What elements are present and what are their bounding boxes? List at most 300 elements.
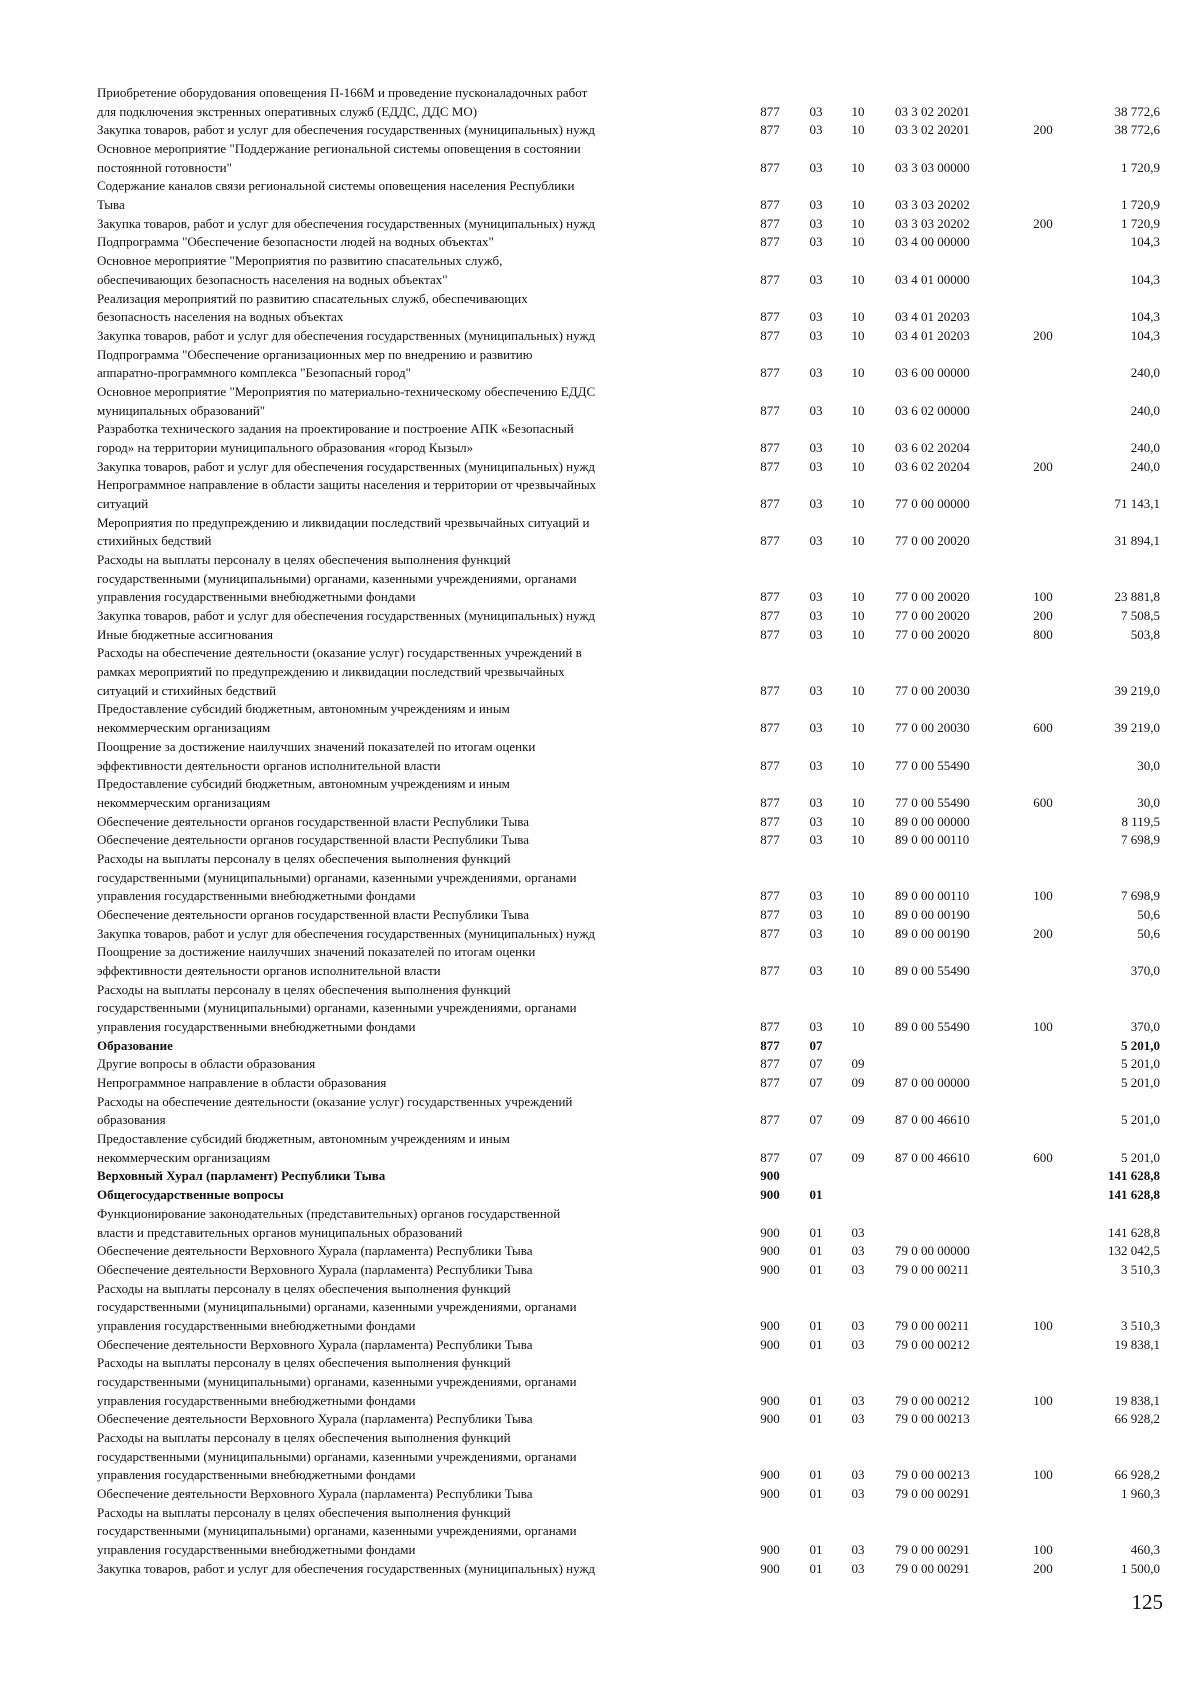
expense-type-code: 200 (1033, 122, 1053, 138)
expense-type-code: 200 (1033, 925, 1053, 941)
amount: 3 510,3 (1121, 1317, 1160, 1333)
expense-type-code: 100 (1033, 1317, 1053, 1333)
row-name: государственными (муниципальными) органами, казенными учреждениями, органами (97, 1523, 577, 1539)
subsection-code: 10 (851, 963, 865, 978)
section-code: 01 (809, 1467, 823, 1483)
row-name: аппаратно-программного комплекса "Безопасный город" (97, 365, 411, 381)
row-name: Расходы на обеспечение деятельности (оказание услуг) государственных учреждений в (97, 645, 582, 661)
section-code: 03 (809, 215, 823, 231)
admin-code: 877 (760, 159, 780, 175)
target-article-code: 89 0 00 00110 (895, 888, 970, 904)
target-article-code: 89 0 00 55490 (895, 963, 970, 978)
row-name: Подпрограмма "Обеспечение безопасности людей на водных объектах" (97, 234, 494, 250)
expense-type-code: 200 (1033, 215, 1053, 231)
row-name: государственными (муниципальными) органами, казенными учреждениями, органами (97, 1000, 577, 1016)
row-name: государственными (муниципальными) органами, казенными учреждениями, органами (97, 570, 577, 586)
subsection-code: 03 (851, 1560, 865, 1576)
row-name: муниципальных образований" (97, 402, 266, 418)
admin-code: 900 (760, 1261, 780, 1277)
admin-code: 877 (760, 122, 780, 138)
subsection-code: 03 (851, 1486, 865, 1501)
row-name: Верховный Хурал (парламент) Республики Тыва (97, 1168, 386, 1184)
section-code: 03 (809, 458, 823, 474)
target-article-code: 79 0 00 00212 (895, 1336, 970, 1352)
subsection-code: 09 (851, 1075, 865, 1090)
admin-code: 877 (760, 402, 780, 418)
admin-code: 900 (760, 1187, 780, 1203)
section-code: 01 (809, 1486, 823, 1501)
row-name: Закупка товаров, работ и услуг для обеспечения государственных (муниципальных) нужд (97, 925, 596, 941)
row-name: власти и представительных органов муниципальных образований (97, 1224, 463, 1240)
section-code: 03 (809, 122, 823, 138)
expense-type-code: 200 (1033, 458, 1053, 474)
subsection-code: 10 (851, 309, 865, 325)
admin-code: 877 (760, 309, 780, 325)
target-article-code: 79 0 00 00212 (895, 1392, 970, 1408)
row-name: Содержание каналов связи региональной системы оповещения населения Республики (97, 178, 575, 194)
target-article-code: 77 0 00 20020 (895, 626, 970, 642)
target-article-code: 77 0 00 55490 (895, 757, 970, 773)
subsection-code: 10 (851, 159, 865, 175)
target-article-code: 87 0 00 00000 (895, 1075, 970, 1090)
row-name: Обеспечение деятельности органов государственной власти Республики Тыва (97, 906, 529, 922)
amount: 240,0 (1130, 458, 1160, 474)
row-name: обеспечивающих безопасность населения на водных объектах" (97, 271, 448, 287)
subsection-code: 03 (851, 1542, 865, 1557)
expense-type-code: 200 (1033, 1560, 1053, 1576)
row-name: Обеспечение деятельности Верховного Хурала (парламента) Республики Тыва (97, 1336, 533, 1352)
admin-code: 877 (760, 1037, 780, 1053)
section-code: 07 (809, 1075, 823, 1090)
row-name: Закупка товаров, работ и услуг для обеспечения государственных (муниципальных) нужд (97, 327, 596, 343)
amount: 39 219,0 (1114, 720, 1160, 736)
amount: 1 500,0 (1121, 1560, 1160, 1576)
section-code: 03 (809, 757, 823, 773)
admin-code: 877 (760, 1149, 780, 1165)
admin-code: 877 (760, 682, 780, 698)
admin-code: 900 (760, 1560, 780, 1576)
row-name: управления государственными внебюджетными фондами (97, 589, 416, 605)
target-article-code: 03 3 03 00000 (895, 159, 970, 175)
row-name: Подпрограмма "Обеспечение организационных мер по внедрению и развитию (97, 346, 533, 362)
section-code: 03 (809, 1019, 823, 1034)
target-article-code: 03 3 03 20202 (895, 197, 970, 213)
section-code: 03 (809, 682, 823, 698)
section-code: 01 (809, 1392, 823, 1408)
target-article-code: 89 0 00 00190 (895, 925, 970, 941)
row-name: Закупка товаров, работ и услуг для обеспечения государственных (муниципальных) нужд (97, 608, 596, 623)
target-article-code: 03 6 02 20204 (895, 439, 970, 455)
target-article-code: 79 0 00 00213 (895, 1411, 970, 1427)
section-code: 01 (809, 1261, 823, 1277)
subsection-code: 10 (851, 925, 865, 941)
subsection-code: 10 (851, 122, 865, 138)
admin-code: 900 (760, 1224, 780, 1240)
admin-code: 877 (760, 197, 780, 213)
amount: 503,8 (1130, 626, 1160, 642)
row-name: Обеспечение деятельности Верховного Хурала (парламента) Республики Тыва (97, 1486, 533, 1501)
section-code: 01 (809, 1187, 823, 1203)
row-name: Функционирование законодательных (представительных) органов государственной (97, 1205, 561, 1221)
target-article-code: 03 6 02 00000 (895, 402, 970, 418)
row-name: ситуаций и стихийных бедствий (97, 682, 277, 698)
admin-code: 877 (760, 757, 780, 773)
section-code: 03 (809, 197, 823, 213)
row-name: Расходы на выплаты персоналу в целях обеспечения выполнения функций (97, 552, 511, 567)
admin-code: 900 (760, 1392, 780, 1408)
amount: 141 628,8 (1108, 1187, 1160, 1203)
amount: 19 838,1 (1114, 1336, 1160, 1352)
row-name: Реализация мероприятий по развитию спасательных служб, обеспечивающих (97, 290, 528, 306)
section-code: 07 (809, 1037, 823, 1053)
amount: 132 042,5 (1108, 1243, 1160, 1259)
amount: 19 838,1 (1114, 1392, 1160, 1408)
subsection-code: 03 (851, 1243, 865, 1259)
row-name: стихийных бедствий (97, 533, 212, 549)
section-code: 03 (809, 888, 823, 904)
row-name: эффективности деятельности органов исполнительной власти (97, 757, 441, 773)
row-name: Обеспечение деятельности органов государственной власти Республики Тыва (97, 832, 529, 848)
amount: 141 628,8 (1108, 1224, 1160, 1240)
admin-code: 877 (760, 439, 780, 455)
row-name: государственными (муниципальными) органами, казенными учреждениями, органами (97, 1373, 577, 1389)
expense-type-code: 100 (1033, 1467, 1053, 1483)
admin-code: 877 (760, 608, 780, 623)
amount: 66 928,2 (1114, 1467, 1160, 1483)
target-article-code: 77 0 00 55490 (895, 794, 970, 810)
row-name: рамках мероприятий по предупреждению и ликвидации последствий чрезвычайных (97, 664, 565, 680)
row-name: Предоставление субсидий бюджетным, автономным учреждениям и иным (97, 701, 510, 717)
subsection-code: 10 (851, 327, 865, 343)
row-name: Расходы на выплаты персоналу в целях обеспечения выполнения функций (97, 1430, 511, 1445)
row-name: ситуаций (97, 496, 149, 511)
subsection-code: 03 (851, 1392, 865, 1408)
target-article-code: 77 0 00 20020 (895, 589, 970, 605)
section-code: 01 (809, 1336, 823, 1352)
section-code: 03 (809, 365, 823, 381)
row-name: Разработка технического задания на проектирование и построение АПК «Безопасный (97, 421, 574, 437)
subsection-code: 10 (851, 720, 865, 736)
section-code: 03 (809, 589, 823, 605)
amount: 38 772,6 (1114, 122, 1160, 138)
row-name: Непрограммное направление в области защиты населения и территории от чрезвычайных (97, 477, 597, 493)
section-code: 03 (809, 496, 823, 511)
admin-code: 877 (760, 327, 780, 343)
amount: 240,0 (1130, 402, 1160, 418)
subsection-code: 10 (851, 682, 865, 698)
section-code: 03 (809, 402, 823, 418)
admin-code: 877 (760, 1056, 780, 1072)
subsection-code: 10 (851, 402, 865, 418)
target-article-code: 79 0 00 00291 (895, 1560, 970, 1576)
subsection-code: 10 (851, 794, 865, 810)
amount: 104,3 (1130, 271, 1160, 287)
admin-code: 877 (760, 626, 780, 642)
admin-code: 877 (760, 215, 780, 231)
row-name: Обеспечение деятельности Верховного Хурала (парламента) Республики Тыва (97, 1261, 533, 1277)
expense-type-code: 100 (1033, 1019, 1053, 1034)
amount: 3 510,3 (1121, 1261, 1160, 1277)
target-article-code: 79 0 00 00291 (895, 1542, 970, 1557)
subsection-code: 10 (851, 439, 865, 455)
section-code: 03 (809, 832, 823, 848)
target-article-code: 79 0 00 00291 (895, 1486, 970, 1501)
row-name: Приобретение оборудования оповещения П-166М и проведение пусконаладочных работ (97, 85, 588, 100)
amount: 1 720,9 (1121, 159, 1160, 175)
admin-code: 877 (760, 888, 780, 904)
subsection-code: 10 (851, 215, 865, 231)
section-code: 03 (809, 813, 823, 829)
target-article-code: 03 6 02 20204 (895, 458, 970, 474)
row-name: государственными (муниципальными) органами, казенными учреждениями, органами (97, 1299, 577, 1315)
target-article-code: 03 6 00 00000 (895, 365, 970, 381)
subsection-code: 10 (851, 626, 865, 642)
amount: 66 928,2 (1114, 1411, 1160, 1427)
section-code: 03 (809, 906, 823, 922)
amount: 1 960,3 (1121, 1486, 1160, 1501)
section-code: 03 (809, 925, 823, 941)
subsection-code: 09 (851, 1056, 865, 1072)
subsection-code: 03 (851, 1336, 865, 1352)
section-code: 03 (809, 626, 823, 642)
section-code: 07 (809, 1056, 823, 1072)
target-article-code: 89 0 00 00110 (895, 832, 970, 848)
section-code: 01 (809, 1317, 823, 1333)
row-name: образования (97, 1112, 166, 1128)
expense-type-code: 200 (1033, 608, 1053, 623)
target-article-code: 77 0 00 00000 (895, 496, 970, 511)
row-name: государственными (муниципальными) органами, казенными учреждениями, органами (97, 869, 577, 885)
amount: 7 508,5 (1121, 608, 1160, 623)
subsection-code: 10 (851, 496, 865, 511)
expense-type-code: 800 (1033, 626, 1053, 642)
target-article-code: 89 0 00 00000 (895, 813, 970, 829)
admin-code: 900 (760, 1317, 780, 1333)
admin-code: 900 (760, 1542, 780, 1557)
row-name: управления государственными внебюджетными фондами (97, 1392, 416, 1408)
amount: 50,6 (1137, 925, 1160, 941)
subsection-code: 10 (851, 813, 865, 829)
subsection-code: 03 (851, 1317, 865, 1333)
amount: 460,3 (1130, 1542, 1160, 1557)
admin-code: 877 (760, 496, 780, 511)
admin-code: 877 (760, 365, 780, 381)
row-name: Основное мероприятие "Мероприятия по развитию спасательных служб, (97, 253, 503, 269)
amount: 8 119,5 (1121, 813, 1160, 829)
amount: 240,0 (1130, 439, 1160, 455)
section-code: 03 (809, 963, 823, 978)
admin-code: 900 (760, 1168, 780, 1184)
row-name: Непрограммное направление в области образования (97, 1075, 387, 1090)
admin-code: 877 (760, 458, 780, 474)
expense-type-code: 100 (1033, 589, 1053, 605)
expense-type-code: 100 (1033, 1542, 1053, 1557)
admin-code: 877 (760, 589, 780, 605)
section-code: 01 (809, 1411, 823, 1427)
subsection-code: 03 (851, 1261, 865, 1277)
row-name: государственными (муниципальными) органами, казенными учреждениями, органами (97, 1448, 577, 1464)
amount: 370,0 (1130, 963, 1160, 978)
section-code: 03 (809, 608, 823, 623)
section-code: 03 (809, 439, 823, 455)
row-name: управления государственными внебюджетными фондами (97, 1019, 416, 1034)
amount: 23 881,8 (1114, 589, 1160, 605)
row-name: Расходы на выплаты персоналу в целях обеспечения выполнения функций (97, 981, 511, 997)
row-name: Мероприятия по предупреждению и ликвидации последствий чрезвычайных ситуаций и (97, 514, 590, 530)
target-article-code: 03 4 00 00000 (895, 234, 970, 250)
subsection-code: 10 (851, 1019, 865, 1034)
target-article-code: 77 0 00 20030 (895, 720, 970, 736)
row-name: эффективности деятельности органов исполнительной власти (97, 963, 441, 978)
row-name: некоммерческим организациям (97, 1149, 271, 1165)
amount: 5 201,0 (1121, 1112, 1160, 1128)
admin-code: 877 (760, 1112, 780, 1128)
amount: 104,3 (1130, 234, 1160, 250)
row-name: город» на территории муниципального образования «город Кызыл» (97, 439, 474, 455)
admin-code: 877 (760, 832, 780, 848)
amount: 50,6 (1137, 906, 1160, 922)
target-article-code: 03 4 01 20203 (895, 309, 970, 325)
subsection-code: 10 (851, 832, 865, 848)
target-article-code: 87 0 00 46610 (895, 1149, 970, 1165)
admin-code: 877 (760, 720, 780, 736)
subsection-code: 10 (851, 533, 865, 549)
section-code: 03 (809, 234, 823, 250)
target-article-code: 87 0 00 46610 (895, 1112, 970, 1128)
amount: 141 628,8 (1108, 1168, 1160, 1184)
subsection-code: 10 (851, 271, 865, 287)
amount: 5 201,0 (1121, 1037, 1160, 1053)
expense-type-code: 100 (1033, 1392, 1053, 1408)
amount: 240,0 (1130, 365, 1160, 381)
row-name: безопасность населения на водных объектах (97, 309, 344, 325)
section-code: 01 (809, 1224, 823, 1240)
section-code: 03 (809, 533, 823, 549)
target-article-code: 03 4 01 20203 (895, 327, 970, 343)
admin-code: 877 (760, 234, 780, 250)
expense-type-code: 600 (1033, 720, 1053, 736)
admin-code: 877 (760, 813, 780, 829)
admin-code: 877 (760, 1019, 780, 1034)
row-name: Поощрение за достижение наилучших значений показателей по итогам оценки (97, 944, 536, 960)
admin-code: 877 (760, 103, 780, 119)
amount: 370,0 (1130, 1019, 1160, 1034)
amount: 104,3 (1130, 309, 1160, 325)
subsection-code: 03 (851, 1411, 865, 1427)
row-name: Другие вопросы в области образования (97, 1056, 316, 1072)
row-name: Тыва (97, 197, 125, 213)
admin-code: 900 (760, 1411, 780, 1427)
amount: 30,0 (1137, 757, 1160, 773)
amount: 104,3 (1130, 327, 1160, 343)
admin-code: 900 (760, 1336, 780, 1352)
row-name: Расходы на выплаты персоналу в целях обеспечения выполнения функций (97, 850, 511, 866)
amount: 5 201,0 (1121, 1075, 1160, 1090)
expense-type-code: 200 (1033, 327, 1053, 343)
row-name: Закупка товаров, работ и услуг для обеспечения государственных (муниципальных) нужд (97, 215, 596, 231)
amount: 39 219,0 (1114, 682, 1160, 698)
subsection-code: 10 (851, 906, 865, 922)
subsection-code: 10 (851, 365, 865, 381)
row-name: Расходы на выплаты персоналу в целях обеспечения выполнения функций (97, 1504, 511, 1520)
subsection-code: 10 (851, 103, 865, 119)
row-name: Предоставление субсидий бюджетным, автономным учреждениям и иным (97, 776, 510, 792)
expense-type-code: 600 (1033, 1149, 1053, 1165)
admin-code: 900 (760, 1467, 780, 1483)
row-name: Иные бюджетные ассигнования (97, 626, 274, 642)
row-name: управления государственными внебюджетными фондами (97, 888, 416, 904)
subsection-code: 10 (851, 608, 865, 623)
target-article-code: 79 0 00 00211 (895, 1261, 970, 1277)
admin-code: 877 (760, 533, 780, 549)
subsection-code: 03 (851, 1467, 865, 1483)
row-name: Общегосударственные вопросы (97, 1187, 284, 1203)
section-code: 07 (809, 1112, 823, 1128)
target-article-code: 79 0 00 00000 (895, 1243, 970, 1259)
row-name: Обеспечение деятельности Верховного Хурала (парламента) Республики Тыва (97, 1243, 533, 1259)
page-number: 125 (1131, 1590, 1163, 1614)
amount: 7 698,9 (1121, 888, 1160, 904)
row-name: управления государственными внебюджетными фондами (97, 1542, 416, 1557)
row-name: Расходы на выплаты персоналу в целях обеспечения выполнения функций (97, 1280, 511, 1296)
section-code: 03 (809, 103, 823, 119)
admin-code: 877 (760, 794, 780, 810)
section-code: 01 (809, 1243, 823, 1259)
row-name: Образование (97, 1037, 173, 1053)
target-article-code: 03 3 02 20201 (895, 103, 970, 119)
amount: 71 143,1 (1114, 496, 1160, 511)
row-name: управления государственными внебюджетными фондами (97, 1317, 416, 1333)
row-name: Предоставление субсидий бюджетным, автономным учреждениям и иным (97, 1131, 510, 1147)
target-article-code: 77 0 00 20020 (895, 533, 970, 549)
section-code: 01 (809, 1560, 823, 1576)
target-article-code: 89 0 00 00190 (895, 906, 970, 922)
section-code: 07 (809, 1149, 823, 1165)
target-article-code: 79 0 00 00213 (895, 1467, 970, 1483)
target-article-code: 77 0 00 20030 (895, 682, 970, 698)
expense-type-code: 600 (1033, 794, 1053, 810)
row-name: Основное мероприятие "Поддержание региональной системы оповещения в состоянии (97, 141, 581, 156)
subsection-code: 10 (851, 757, 865, 773)
subsection-code: 10 (851, 888, 865, 904)
amount: 5 201,0 (1121, 1149, 1160, 1165)
subsection-code: 10 (851, 197, 865, 213)
row-name: Расходы на выплаты персоналу в целях обеспечения выполнения функций (97, 1355, 511, 1371)
subsection-code: 03 (851, 1224, 865, 1240)
row-name: постоянной готовности" (97, 159, 232, 175)
amount: 38 772,6 (1114, 103, 1160, 119)
section-code: 03 (809, 271, 823, 287)
row-name: Закупка товаров, работ и услуг для обеспечения государственных (муниципальных) нужд (97, 1560, 596, 1576)
section-code: 03 (809, 309, 823, 325)
admin-code: 900 (760, 1486, 780, 1501)
row-name: Основное мероприятие "Мероприятия по материально-техническому обеспечению ЕДДС (97, 383, 596, 399)
target-article-code: 77 0 00 20020 (895, 608, 970, 623)
row-name: Поощрение за достижение наилучших значений показателей по итогам оценки (97, 738, 536, 754)
row-name: Закупка товаров, работ и услуг для обеспечения государственных (муниципальных) нужд (97, 458, 596, 474)
row-name: некоммерческим организациям (97, 720, 271, 736)
row-name: Обеспечение деятельности Верховного Хурала (парламента) Республики Тыва (97, 1411, 533, 1427)
row-name: для подключения экстренных оперативных служб (ЕДДС, ДДС МО) (97, 103, 478, 119)
target-article-code: 79 0 00 00211 (895, 1317, 970, 1333)
target-article-code: 03 4 01 00000 (895, 271, 970, 287)
amount: 1 720,9 (1121, 197, 1160, 213)
admin-code: 877 (760, 925, 780, 941)
target-article-code: 89 0 00 55490 (895, 1019, 970, 1034)
amount: 1 720,9 (1121, 215, 1160, 231)
row-name: Обеспечение деятельности органов государственной власти Республики Тыва (97, 813, 529, 829)
row-name: Закупка товаров, работ и услуг для обеспечения государственных (муниципальных) нужд (97, 122, 596, 138)
